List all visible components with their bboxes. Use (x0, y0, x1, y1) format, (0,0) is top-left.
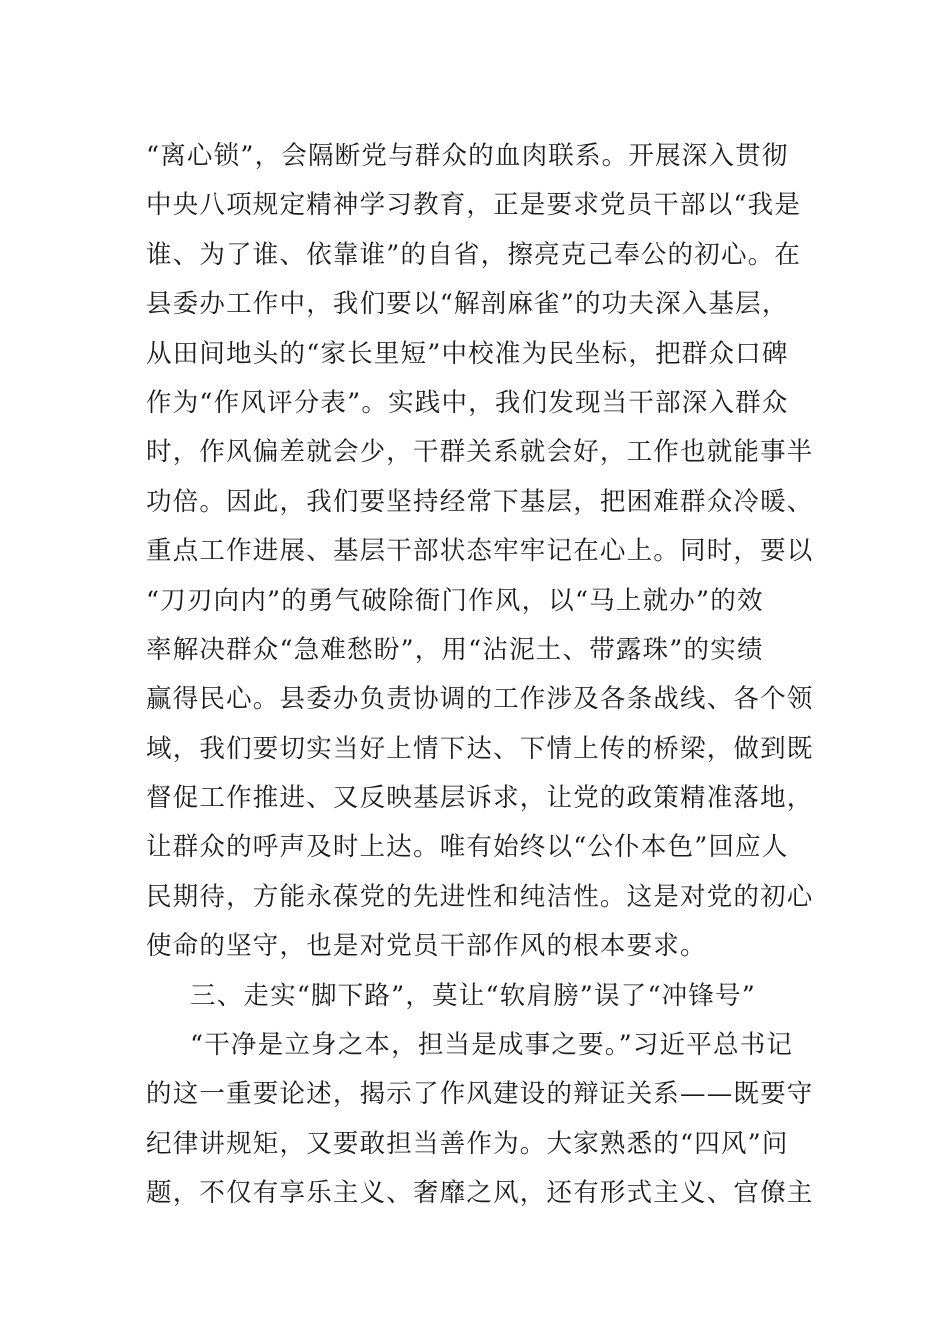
paragraph-line: 时，作风偏差就会少，干群关系就会好，工作也就能事半 (146, 437, 814, 468)
paragraph-line: 让群众的呼声及时上达。唯有始终以“公仆本色”回应人 (146, 832, 789, 863)
paragraph-line: 题，不仅有享乐主义、奢靡之风，还有形式主义、官僚主 (146, 1178, 814, 1209)
paragraph-line: 督促工作推进、又反映基层诉求，让党的政策精准落地， (146, 783, 814, 814)
paragraph-line: 率解决群众“急难愁盼”，用“沾泥土、带露珠”的实绩 (146, 634, 764, 665)
paragraph-line: 的这一重要论述，揭示了作风建设的辩证关系——既要守 (146, 1079, 814, 1110)
paragraph-line: “离心锁”，会隔断党与群众的血肉联系。开展深入贯彻 (146, 141, 789, 171)
paragraph-line: 重点工作进展、基层干部状态牢牢记在心上。同时，要以 (146, 536, 814, 567)
paragraph-line: 作为“作风评分表”。实践中，我们发现当干部深入群众 (146, 387, 789, 418)
paragraph-line: “干净是立身之本，担当是成事之要。”习近平总书记 (190, 1030, 794, 1061)
paragraph-line: 县委办工作中，我们要以“解剖麻雀”的功夫深入基层， (146, 289, 789, 320)
paragraph-line: 功倍。因此，我们要坚持经常下基层，把困难群众冷暖、 (146, 486, 814, 517)
paragraph-line: 纪律讲规矩，又要敢担当善作为。大家熟悉的“四风”问 (146, 1128, 789, 1159)
document-body (146, 132, 814, 1219)
paragraph-line: 从田间地头的“家长里短”中校准为民坐标，把群众口碑 (146, 338, 789, 369)
paragraph-line: “刀刃向内”的勇气破除衙门作风，以“马上就办”的效 (146, 585, 764, 616)
paragraph-line: 中央八项规定精神学习教育，正是要求党员干部以“我是 (146, 190, 802, 221)
paragraph-line: 赢得民心。县委办负责协调的工作涉及各条战线、各个领 (146, 684, 814, 715)
section-heading: 三、走实“脚下路”，莫让“软肩膀”误了“冲锋号” (190, 980, 757, 1011)
paragraph-line: 民期待，方能永葆党的先进性和纯洁性。这是对党的初心 (146, 881, 814, 912)
paragraph-line: 使命的坚守，也是对党员干部作风的根本要求。 (146, 931, 707, 962)
paragraph-line: 域，我们要切实当好上情下达、下情上传的桥梁，做到既 (146, 733, 814, 764)
paragraph-line: 谁、为了谁、依靠谁”的自省，擦亮克己奉公的初心。在 (146, 239, 802, 270)
